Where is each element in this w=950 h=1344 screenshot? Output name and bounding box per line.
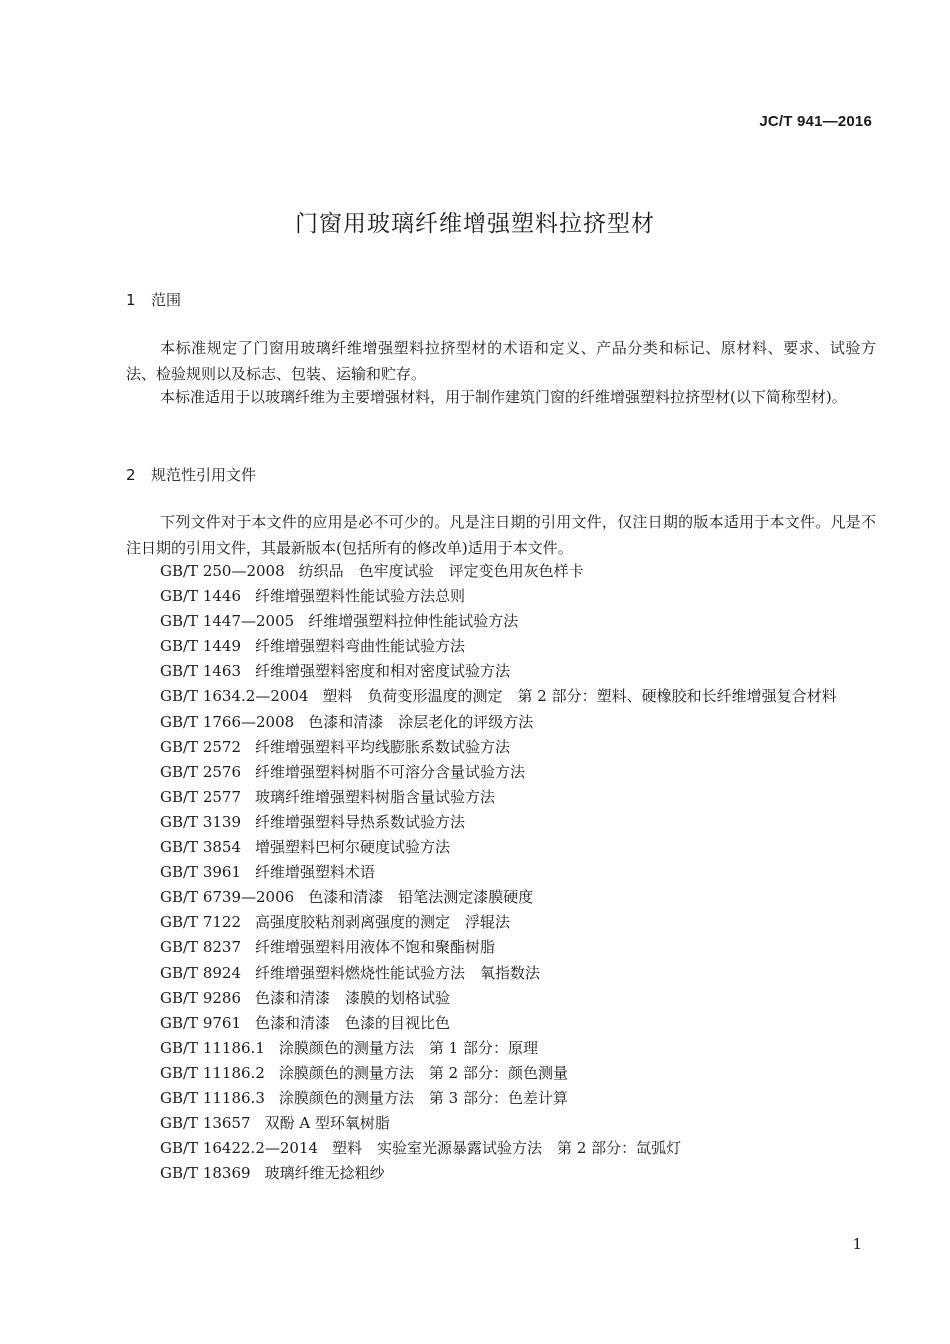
reference-title: 双酚 A 型环氧树脂 [264,1114,390,1133]
reference-title: 色漆和清漆 漆膜的划格试验 [255,988,451,1007]
reference-code: GB/T 16422.2—2014 [160,1139,319,1158]
reference-title: 色漆和清漆 涂层老化的评级方法 [308,712,534,731]
reference-code: GB/T 2572 [160,737,242,756]
reference-title: 纤维增强塑料平均线膨胀系数试验方法 [255,737,511,756]
standard-number: JC/T 941—2016 [759,113,872,130]
reference-code: GB/T 18369 [160,1164,251,1183]
reference-code: GB/T 3854 [160,838,242,857]
section-2-title: 规范性引用文件 [151,466,257,484]
reference-item [160,785,837,810]
page-number: 1 [852,1235,862,1253]
reference-item [160,609,837,634]
reference-title: 玻璃纤维增强塑料树脂含量试验方法 [255,787,496,806]
reference-code: GB/T 11186.1 [160,1038,265,1057]
reference-code: GB/T 11186.3 [160,1088,265,1107]
reference-item [160,885,837,910]
reference-item [160,659,837,684]
reference-item [160,935,837,960]
reference-title: 涂膜颜色的测量方法 第 3 部分：色差计算 [278,1088,568,1107]
reference-code: GB/T 1766—2008 [160,712,295,731]
reference-title: 塑料 实验室光源暴露试验方法 第 2 部分：氙弧灯 [332,1139,682,1158]
reference-item [160,810,837,835]
reference-title: 涂膜颜色的测量方法 第 1 部分：原理 [278,1038,538,1057]
reference-item [160,1111,837,1136]
reference-item [160,961,837,986]
reference-item [160,684,837,709]
reference-code: GB/T 7122 [160,913,242,932]
reference-code: GB/T 1447—2005 [160,612,295,631]
reference-code: GB/T 3139 [160,812,242,831]
reference-code: GB/T 8924 [160,963,242,982]
reference-item [160,1036,837,1061]
reference-title: 纤维增强塑料导热系数试验方法 [255,812,466,831]
section-2-number: 2 [126,466,136,484]
reference-item [160,986,837,1011]
reference-title: 玻璃纤维无捻粗纱 [264,1164,385,1183]
reference-item [160,910,837,935]
reference-title: 高强度胶粘剂剥离强度的测定 浮辊法 [255,913,511,932]
reference-item [160,760,837,785]
section-1-number: 1 [126,291,136,309]
reference-item [160,1161,837,1186]
reference-title: 纤维增强塑料弯曲性能试验方法 [255,637,466,656]
reference-list [160,559,837,1186]
reference-code: GB/T 1446 [160,587,242,606]
section-2-intro: 下列文件对于本文件的应用是必不可少的。凡是注日期的引用文件，仅注日期的版本适用于本文件。凡是不注日期的引用文件，其最新版本(包括所有的修改单)适用于本文件。 [126,513,876,557]
document-title: 门窗用玻璃纤维增强塑料拉挤型材 [295,211,655,237]
reference-code: GB/T 1634.2—2004 [160,687,309,706]
reference-item [160,860,837,885]
reference-title: 纤维增强塑料燃烧性能试验方法 氧指数法 [255,963,541,982]
reference-item [160,735,837,760]
reference-item [160,710,837,735]
reference-title: 纤维增强塑料拉伸性能试验方法 [308,612,519,631]
reference-code: GB/T 9286 [160,988,242,1007]
reference-item [160,584,837,609]
reference-item [160,1086,837,1111]
reference-title: 增强塑料巴柯尔硬度试验方法 [255,838,451,857]
reference-title: 塑料 负荷变形温度的测定 第 2 部分：塑料、硬橡胶和长纤维增强复合材料 [322,687,837,706]
reference-code: GB/T 1449 [160,637,242,656]
section-2-heading [126,464,256,485]
reference-item [160,1011,837,1036]
reference-item [160,835,837,860]
reference-title: 纤维增强塑料用液体不饱和聚酯树脂 [255,938,496,957]
reference-code: GB/T 1463 [160,662,242,681]
section-1-paragraph-2: 本标准适用于以玻璃纤维为主要增强材料，用于制作建筑门窗的纤维增强塑料拉挤型材(以下简称型材)。 [160,388,847,406]
section-1-heading [126,289,181,310]
reference-title: 纤维增强塑料性能试验方法总则 [255,587,466,606]
reference-item [160,1061,837,1086]
section-1-paragraph-1: 本标准规定了门窗用玻璃纤维增强塑料拉挤型材的术语和定义、产品分类和标记、原材料、要求、试验方法、检验规则以及标志、包装、运输和贮存。 [126,339,876,383]
reference-code: GB/T 2576 [160,762,242,781]
reference-title: 色漆和清漆 色漆的目视比色 [255,1013,451,1032]
reference-code: GB/T 13657 [160,1114,251,1133]
reference-code: GB/T 11186.2 [160,1063,265,1082]
reference-code: GB/T 3961 [160,863,242,882]
reference-code: GB/T 6739—2006 [160,888,295,907]
reference-code: GB/T 9761 [160,1013,242,1032]
reference-item [160,634,837,659]
reference-title: 纤维增强塑料树脂不可溶分含量试验方法 [255,762,526,781]
reference-code: GB/T 2577 [160,787,242,806]
reference-item [160,1136,837,1161]
reference-title: 纤维增强塑料密度和相对密度试验方法 [255,662,511,681]
reference-item [160,559,837,584]
reference-title: 色漆和清漆 铅笔法测定漆膜硬度 [308,888,534,907]
reference-title: 纤维增强塑料术语 [255,863,376,882]
reference-code: GB/T 8237 [160,938,242,957]
reference-title: 纺织品 色牢度试验 评定变色用灰色样卡 [298,562,584,580]
section-1-title: 范围 [151,291,182,309]
reference-code: GB/T 250—2008 [160,562,285,580]
reference-title: 涂膜颜色的测量方法 第 2 部分：颜色测量 [278,1063,568,1082]
